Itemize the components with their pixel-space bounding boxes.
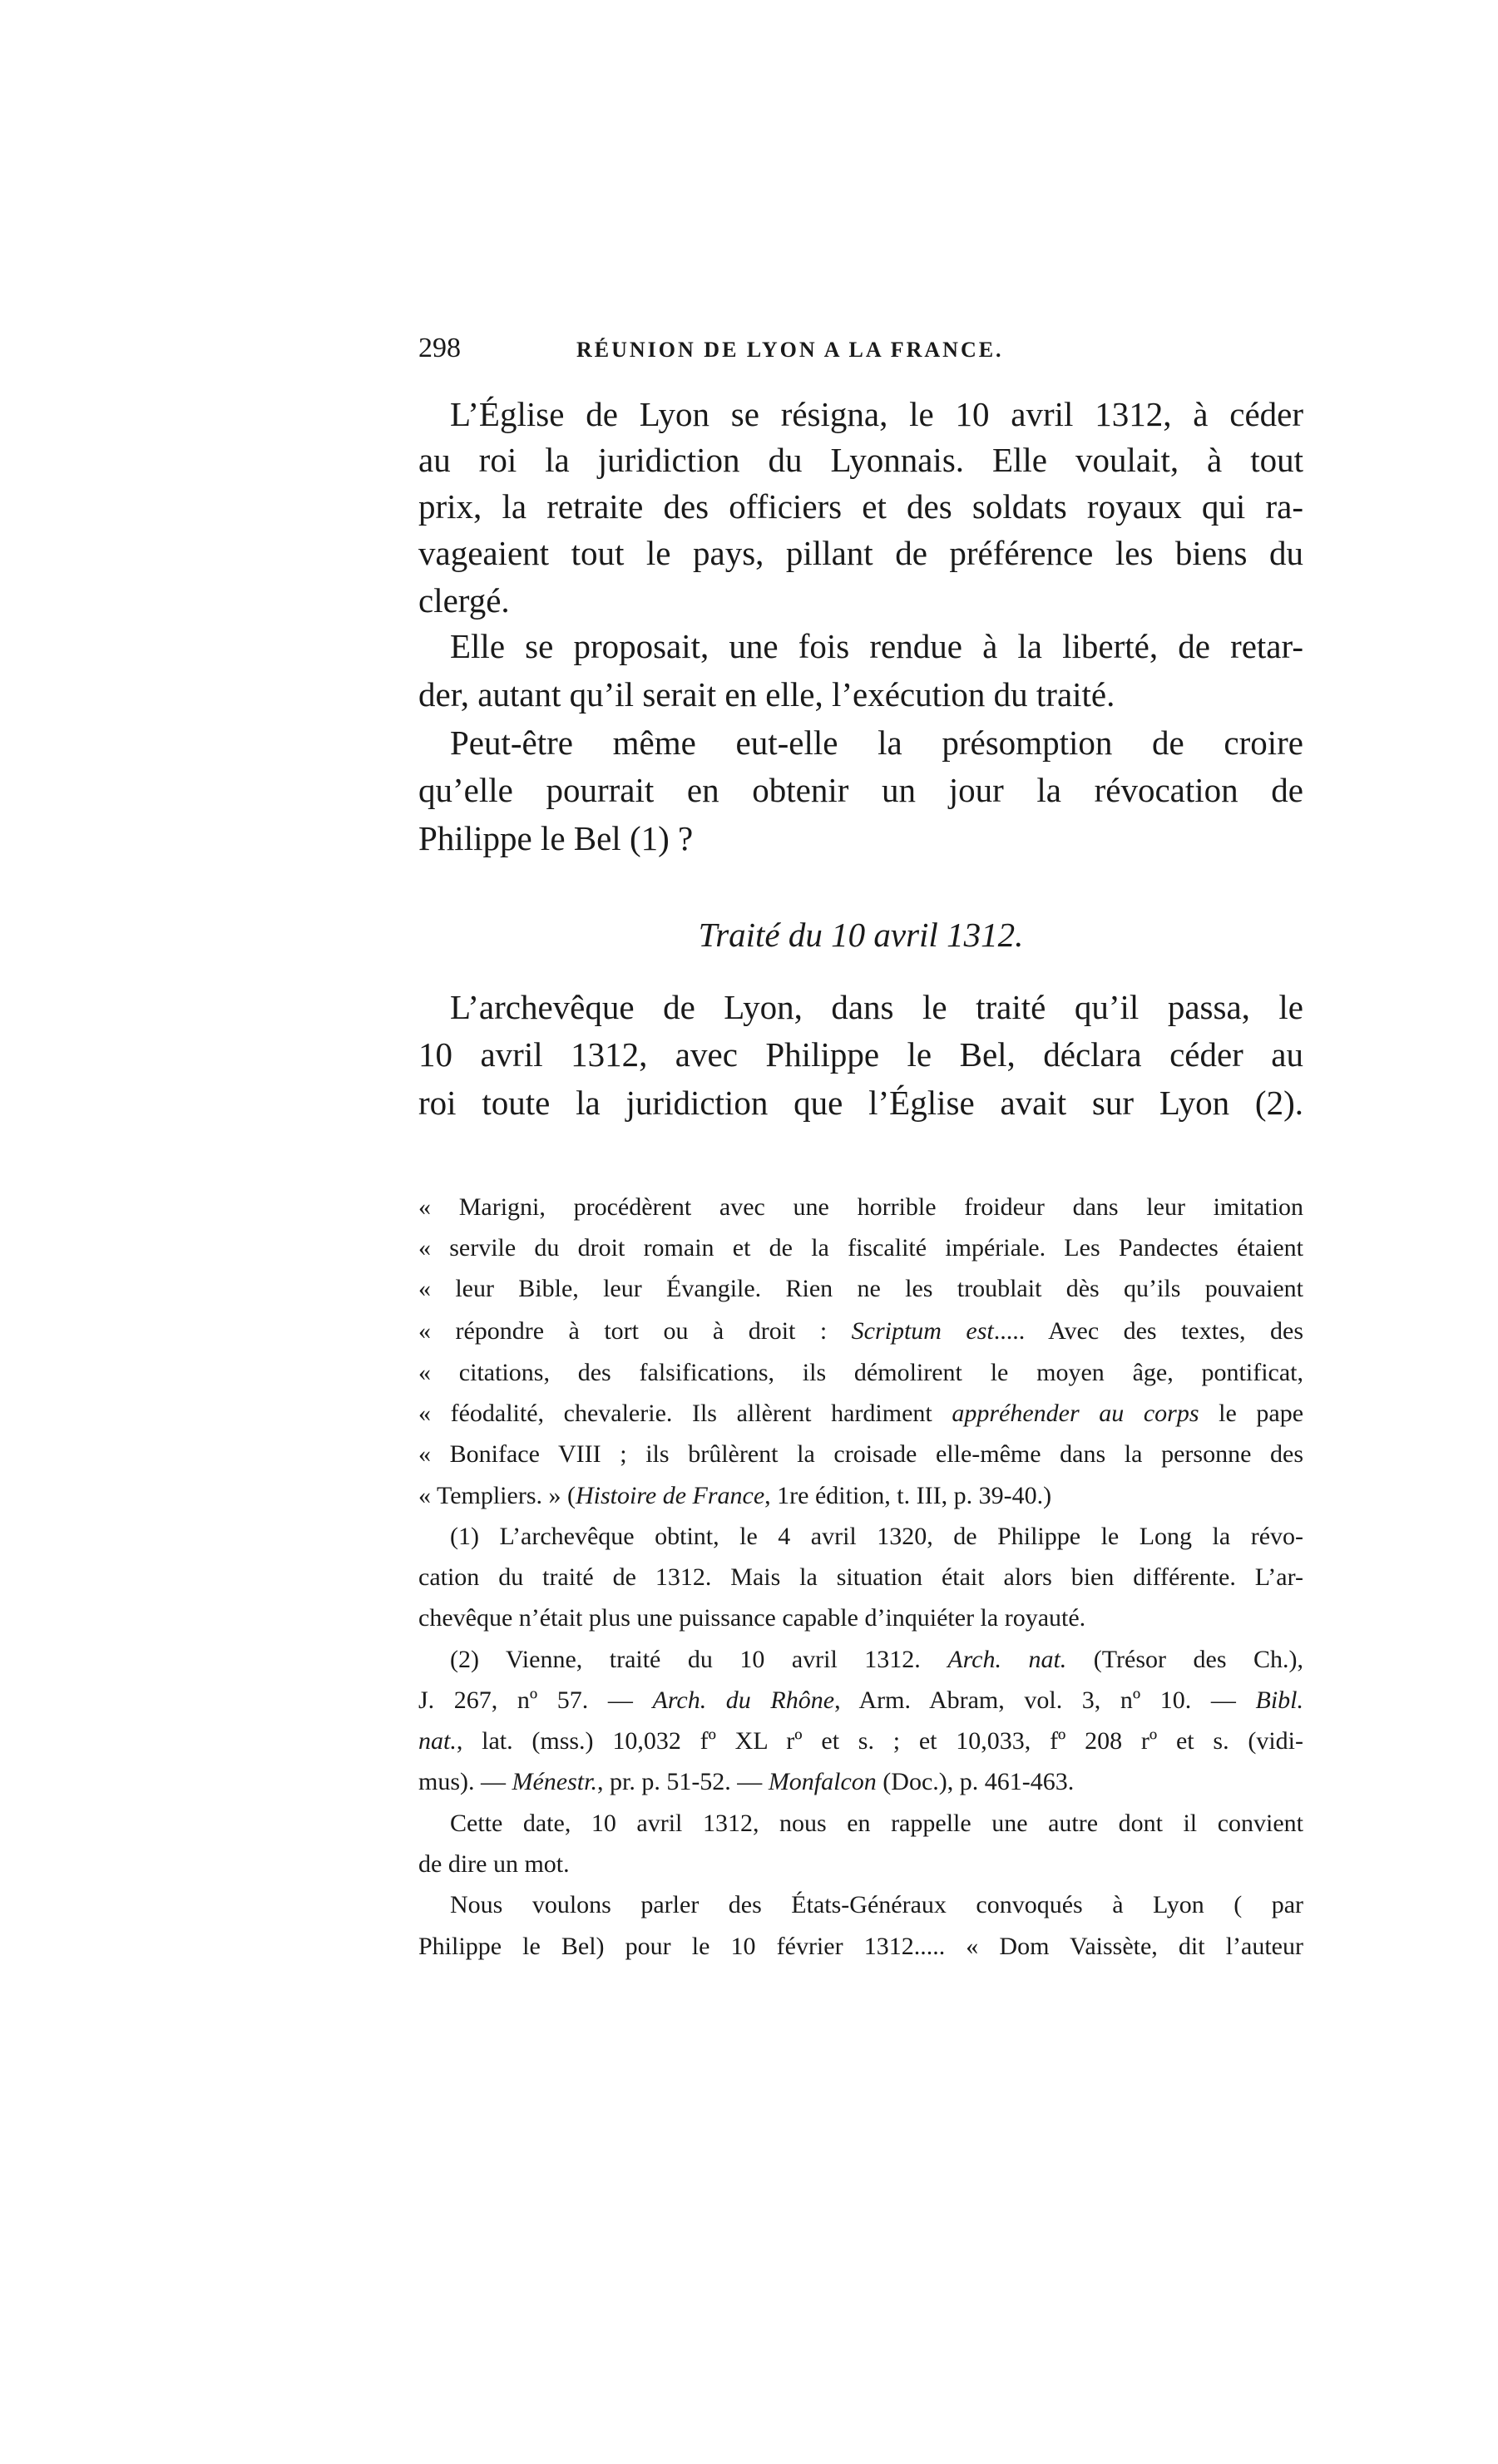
text-span: Philippe le Bel (1) ? [418,819,694,857]
section-heading [418,915,1303,955]
text-span: « servile du droit romain et de la fiscalité impériale. Les Pandectes étaient [418,1234,1303,1262]
text-span: « répondre à tort ou à droit : [418,1317,852,1345]
text-span: au roi la juridiction du Lyonnais. Elle voulait, à tout [418,441,1303,479]
footnote-line [418,1399,1303,1429]
text-span: der, autant qu’il serait en elle, l’exécution du traité. [418,675,1115,714]
footnote-line [418,1767,1303,1797]
text-span: Nous voulons parler des États-Généraux convoqués à Lyon ( par [450,1891,1303,1918]
footnote-line [418,1890,1303,1920]
text-span: Peut-être même eut-elle la présomption de croire [450,723,1303,762]
text-span: « leur Bible, leur Évangile. Rien ne les troublait dès qu’ils pouvaient [418,1275,1303,1302]
text-span: (Trésor des Ch.), [1066,1646,1303,1673]
italic-text: Monfalcon [768,1768,877,1795]
text-span: L’Église de Lyon se résigna, le 10 avril 1312, à céder [450,395,1303,433]
footnote-line [418,1849,1303,1879]
text-span: cation du traité de 1312. Mais la situation était alors bien différente. L’ar- [418,1563,1303,1591]
text-span: roi toute la juridiction que l’Église avait sur Lyon (2). [418,1084,1303,1122]
text-line [418,770,1303,810]
italic-text: Bibl. [1255,1686,1304,1714]
text-span: mus). — [418,1768,512,1795]
text-span: 10 avril 1312, avec Philippe le Bel, déclara céder au [418,1035,1303,1074]
italic-text: appréhender au corps [952,1400,1199,1427]
footnote-line [418,1726,1303,1756]
footnote-line [418,1192,1303,1222]
text-line [418,987,1303,1027]
footnote-line [418,1809,1303,1839]
text-span: L’archevêque de Lyon, dans le traité qu’il passa, le [450,988,1303,1026]
text-span: Philippe le Bel) pour le 10 février 1312..... « Dom Vaissète, dit l’auteur [418,1933,1303,1960]
text-span: ..... Avec des textes, des [993,1317,1304,1345]
footnote-line [418,1274,1303,1304]
text-span: (Doc.), p. 461-463. [876,1768,1075,1795]
text-span: (2) Vienne, traité du 10 avril 1312. [450,1646,948,1673]
italic-text: Scriptum est [851,1317,994,1345]
running-title: RÉUNION DE LYON A LA FRANCE. [576,338,1004,362]
text-span: chevêque n’était plus une puissance capable d’inquiéter la royauté. [418,1604,1086,1632]
text-span: (1) L’archevêque obtint, le 4 avril 1320, de Philippe le Long la révo- [450,1523,1303,1550]
text-span: Elle se proposait, une fois rendue à la liberté, de retar- [450,627,1303,665]
italic-text: Arch. du Rhône [652,1686,835,1714]
text-span: « Boniface VIII ; ils brûlèrent la croisade elle-même dans la personne des [418,1440,1303,1468]
italic-text: Histoire de France [575,1482,765,1509]
text-line [418,723,1303,763]
text-span: , lat. (mss.) 10,032 fº XL rº et s. ; et 10,033, fº 208 rº et s. (vidi- [456,1727,1303,1755]
text-span: « féodalité, chevalerie. Ils allèrent hardiment [418,1400,952,1427]
italic-text: Arch. nat. [947,1646,1067,1673]
italic-text: Ménestr. [512,1768,597,1795]
page-number: 298 [418,333,461,363]
footnote-line [418,1439,1303,1469]
text-span: , Arm. Abram, vol. 3, nº 10. — [834,1686,1256,1714]
text-line [418,1083,1303,1123]
text-line [418,1034,1303,1074]
text-span: de dire un mot. [418,1850,570,1878]
text-span: , 1re édition, t. III, p. 39-40.) [764,1482,1052,1509]
text-span: vageaient tout le pays, pillant de préférence les biens du [418,534,1303,572]
text-line [418,626,1303,666]
footnote-line [418,1645,1303,1675]
italic-text: nat. [418,1727,457,1755]
italic-text: Traité du 10 avril 1312. [698,916,1024,954]
text-span: le pape [1199,1400,1304,1427]
text-line [418,440,1303,480]
footnote-line [418,1932,1303,1962]
running-header [418,333,1303,369]
text-line [418,580,1303,620]
text-line [418,394,1303,434]
footnote-line [418,1522,1303,1552]
text-line [418,674,1303,714]
text-span: prix, la retraite des officiers et des soldats royaux qui ra- [418,487,1303,526]
footnote-line [418,1233,1303,1263]
text-span: qu’elle pourrait en obtenir un jour la révocation de [418,771,1303,809]
text-line [418,818,1303,858]
text-span: , pr. p. 51-52. — [596,1768,769,1795]
text-span: « Templiers. » ( [418,1482,576,1509]
footnote-line [418,1603,1303,1633]
text-line [418,486,1303,526]
footnote-line [418,1481,1303,1511]
text-line [418,533,1303,573]
footnote-line [418,1686,1303,1716]
text-span: J. 267, nº 57. — [418,1686,653,1714]
footnote-line [418,1563,1303,1592]
text-span: « citations, des falsifications, ils démolirent le moyen âge, pontificat, [418,1359,1303,1386]
footnote-line [418,1316,1303,1346]
text-span: clergé. [418,581,510,620]
text-span: Cette date, 10 avril 1312, nous en rappelle une autre dont il convient [450,1810,1303,1837]
text-span: « Marigni, procédèrent avec une horrible froideur dans leur imitation [418,1193,1303,1221]
footnote-line [418,1358,1303,1388]
